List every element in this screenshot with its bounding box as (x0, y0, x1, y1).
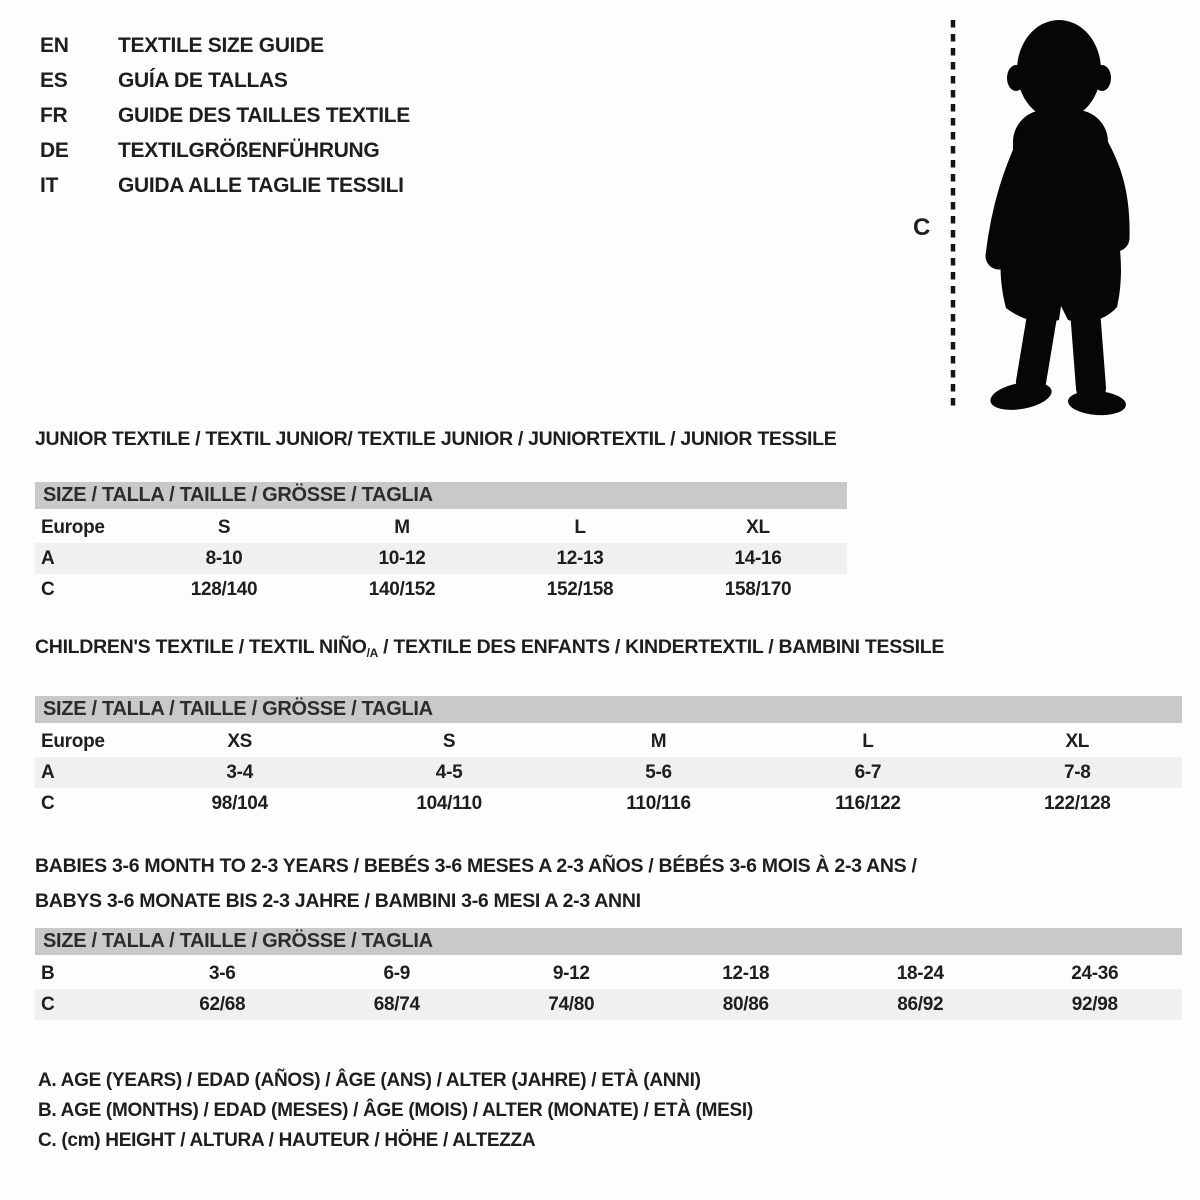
size-header-bar: SIZE / TALLA / TAILLE / GRÖSSE / TAGLIA (35, 696, 1182, 723)
row-label: C (41, 993, 55, 1015)
months-cell: 24-36 (1071, 962, 1119, 984)
language-code: EN (40, 33, 69, 57)
table-row-age (35, 543, 847, 574)
title-line-1: BABIES 3-6 MONTH TO 2-3 YEARS / BEBÉS 3-6 MESES A 2-3 AÑOS / BÉBÉS 3-6 MOIS À 2-3 ANS / (35, 855, 917, 877)
size-cell: S (442, 730, 456, 752)
size-cell: S (217, 516, 231, 538)
language-row-it (40, 168, 410, 203)
size-cell: XL (746, 516, 770, 538)
table-row-europe (35, 726, 1182, 757)
size-cell: L (862, 730, 874, 752)
age-cell: 4-5 (435, 761, 463, 783)
height-cell: 98/104 (211, 792, 268, 814)
height-cell: 128/140 (190, 578, 258, 600)
age-cell: 5-6 (645, 761, 672, 783)
row-label: Europe (41, 730, 105, 752)
age-cell: 14-16 (734, 547, 782, 569)
height-cell: 116/122 (835, 792, 901, 814)
language-title: GUIDE DES TAILLES TEXTILE (118, 103, 410, 127)
toddler-silhouette-icon (905, 8, 1175, 426)
size-cell: L (574, 516, 586, 538)
age-cell: 6-7 (854, 761, 882, 783)
language-code: ES (40, 68, 68, 92)
table-row-height (35, 574, 847, 605)
language-title: GUIDA ALLE TAGLIE TESSILI (118, 173, 404, 197)
height-cell: 152/158 (546, 578, 614, 600)
table-row-height (35, 989, 1182, 1020)
row-label: A (41, 761, 55, 783)
table-row-age (35, 757, 1182, 788)
size-cell: M (650, 730, 667, 752)
table-row-months (35, 958, 1182, 989)
legend-line-c: C. (cm) HEIGHT / ALTURA / HAUTEUR / HÖHE / ALTEZZA (38, 1130, 536, 1151)
months-cell: 3-6 (208, 962, 236, 984)
months-cell: 9-12 (552, 962, 590, 984)
size-cell: M (394, 516, 410, 538)
title-line-2: BABYS 3-6 MONATE BIS 2-3 JAHRE / BAMBINI 3-6 MESI A 2-3 ANNI (35, 890, 641, 912)
months-cell: 6-9 (383, 962, 411, 984)
age-cell: 12-13 (556, 547, 604, 569)
months-cell: 12-18 (722, 962, 770, 984)
measurement-legend (38, 1066, 753, 1156)
size-header-bar: SIZE / TALLA / TAILLE / GRÖSSE / TAGLIA (35, 482, 847, 509)
height-cell: 104/110 (416, 792, 482, 814)
height-cell: 110/116 (626, 792, 691, 814)
age-cell: 10-12 (378, 547, 426, 569)
title-subscript: /A (366, 646, 379, 660)
babies-table-title (35, 849, 1182, 919)
language-row-de (40, 133, 410, 168)
age-cell: 7-8 (1064, 761, 1091, 783)
size-cell: XS (227, 730, 253, 752)
language-list (40, 28, 410, 203)
childrens-textile-section (35, 636, 1182, 819)
height-cell: 92/98 (1071, 993, 1118, 1015)
babies-textile-section (35, 849, 1182, 1020)
size-cell: XL (1065, 730, 1090, 752)
height-cell: 80/86 (722, 993, 769, 1015)
age-cell: 3-4 (226, 761, 253, 783)
language-title: GUÍA DE TALLAS (118, 68, 288, 92)
height-cell: 74/80 (548, 993, 595, 1015)
height-cell: 158/170 (724, 578, 792, 600)
title-part: CHILDREN'S TEXTILE / TEXTIL NIÑO (35, 636, 367, 658)
size-header-bar: SIZE / TALLA / TAILLE / GRÖSSE / TAGLIA (35, 928, 1182, 955)
babies-size-table (35, 958, 1182, 1020)
junior-textile-section (35, 428, 847, 605)
language-code: FR (40, 103, 68, 127)
junior-size-table (35, 512, 847, 605)
language-row-en (40, 28, 410, 63)
row-label: C (41, 578, 55, 600)
height-measure-figure (905, 8, 1175, 426)
language-title: TEXTILE SIZE GUIDE (118, 33, 324, 57)
title-part: / TEXTILE DES ENFANTS / KINDERTEXTIL / BAMBINI TESSILE (378, 636, 945, 658)
row-label: C (41, 792, 55, 814)
toddler-silhouette-shape (988, 20, 1127, 417)
table-row-height (35, 788, 1182, 819)
row-label: A (41, 547, 55, 569)
measure-c-label: C (913, 214, 931, 241)
months-cell: 18-24 (896, 962, 944, 984)
legend-line-a: A. AGE (YEARS) / EDAD (AÑOS) / ÂGE (ANS) / ALTER (JAHRE) / ETÀ (ANNI) (38, 1070, 701, 1091)
language-code: DE (40, 138, 69, 162)
height-cell: 86/92 (897, 993, 944, 1015)
language-row-es (40, 63, 410, 98)
language-row-fr (40, 98, 410, 133)
childrens-table-title (35, 636, 1182, 664)
height-cell: 122/128 (1043, 792, 1111, 814)
junior-table-title: JUNIOR TEXTILE / TEXTIL JUNIOR/ TEXTILE JUNIOR / JUNIORTEXTIL / JUNIOR TESSILE (35, 428, 837, 450)
age-cell: 8-10 (205, 547, 243, 569)
height-cell: 68/74 (373, 993, 420, 1015)
childrens-size-table (35, 726, 1182, 819)
language-title: TEXTILGRÖßENFÜHRUNG (118, 138, 380, 162)
height-cell: 62/68 (199, 993, 246, 1015)
row-label: Europe (41, 516, 105, 538)
height-cell: 140/152 (368, 578, 436, 600)
row-label: B (41, 962, 55, 984)
language-code: IT (40, 173, 59, 197)
table-row-europe (35, 512, 847, 543)
legend-line-b: B. AGE (MONTHS) / EDAD (MESES) / ÂGE (MOIS) / ALTER (MONATE) / ETÀ (MESI) (38, 1100, 753, 1121)
